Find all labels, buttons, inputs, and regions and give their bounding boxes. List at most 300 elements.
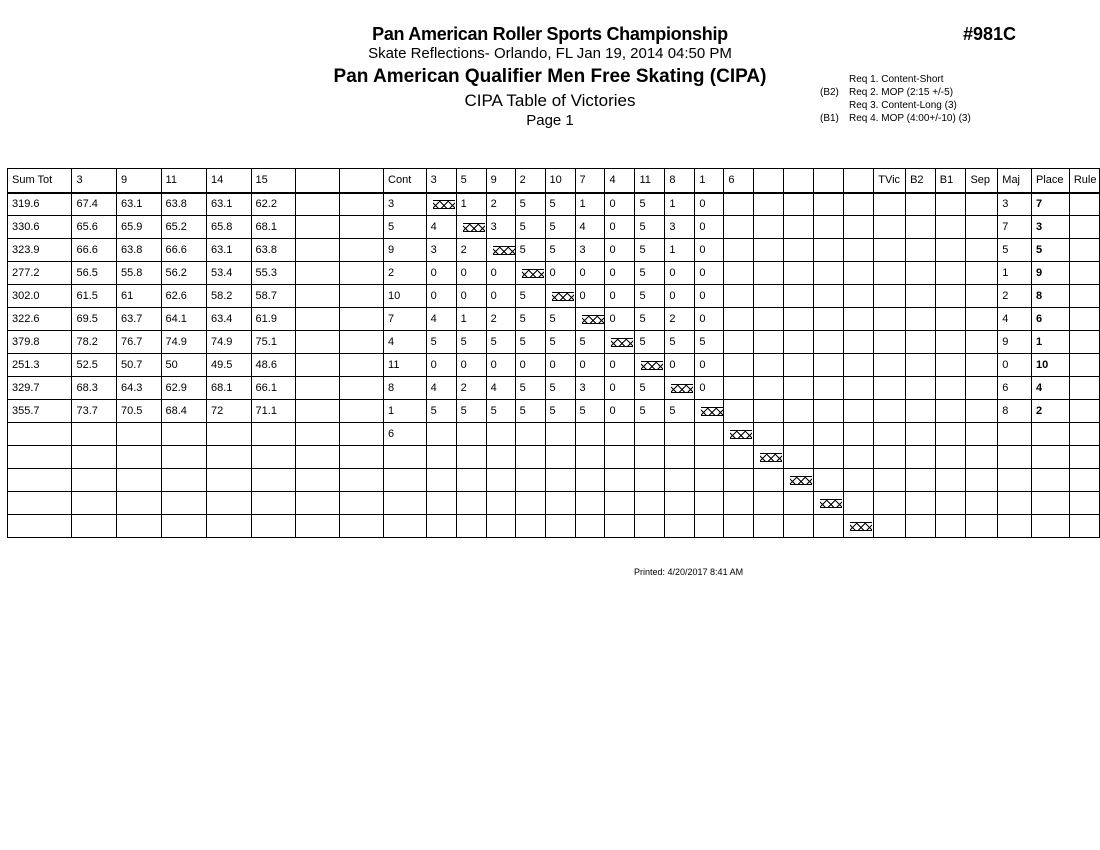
table-row — [8, 239, 1100, 262]
table-cell — [784, 308, 814, 331]
table-cell: 1 — [665, 239, 695, 262]
table-cell: 50 — [161, 354, 207, 377]
table-cell: 5 — [515, 331, 545, 354]
self-comparison-mark — [433, 200, 455, 209]
self-comparison-mark — [730, 430, 752, 439]
table-cell: 71.1 — [251, 400, 296, 423]
column-header: 9 — [486, 169, 515, 193]
table-cell: 1 — [665, 193, 695, 216]
table-cell: 329.7 — [8, 377, 72, 400]
table-cell — [935, 400, 966, 423]
table-cell — [605, 446, 635, 469]
table-cell — [874, 469, 906, 492]
table-cell: 56.5 — [72, 262, 117, 285]
table-cell — [724, 446, 754, 469]
table-cell: 0 — [605, 400, 635, 423]
table-cell — [935, 446, 966, 469]
table-cell — [72, 515, 117, 538]
table-cell — [784, 354, 814, 377]
requirement-text: Req 4. MOP (4:00+/-10) (3) — [849, 113, 971, 124]
column-header: Rule — [1069, 169, 1099, 193]
table-cell: 0 — [695, 193, 724, 216]
table-cell — [207, 492, 252, 515]
table-cell: 6 — [1031, 308, 1069, 331]
column-header: 6 — [724, 169, 754, 193]
diagonal-cell — [605, 331, 635, 354]
table-cell — [724, 331, 754, 354]
table-cell — [966, 400, 998, 423]
table-cell — [754, 239, 784, 262]
table-cell: 6 — [384, 423, 427, 446]
table-cell — [251, 492, 296, 515]
table-cell: 72 — [207, 400, 252, 423]
column-header: Sum Tot — [8, 169, 72, 193]
table-cell: 1 — [575, 193, 605, 216]
table-cell: 2 — [998, 285, 1032, 308]
table-cell — [724, 354, 754, 377]
table-cell — [251, 515, 296, 538]
column-header — [754, 169, 784, 193]
table-cell — [844, 377, 874, 400]
table-cell: 0 — [575, 285, 605, 308]
table-cell — [117, 423, 162, 446]
table-cell: 9 — [1031, 262, 1069, 285]
requirement-code: (B2) — [820, 87, 839, 98]
table-cell — [515, 515, 545, 538]
table-cell — [8, 515, 72, 538]
table-cell — [456, 492, 486, 515]
table-cell — [486, 492, 515, 515]
table-cell — [998, 469, 1032, 492]
column-header: 2 — [515, 169, 545, 193]
table-cell — [784, 239, 814, 262]
table-cell — [844, 193, 874, 216]
table-cell: 5 — [515, 216, 545, 239]
table-cell — [935, 262, 966, 285]
table-row — [8, 262, 1100, 285]
table-row — [8, 354, 1100, 377]
table-cell — [426, 492, 456, 515]
table-cell: 0 — [575, 262, 605, 285]
table-cell: 5 — [575, 331, 605, 354]
table-cell: 3 — [575, 377, 605, 400]
table-cell — [874, 308, 906, 331]
table-cell — [935, 423, 966, 446]
printed-timestamp: Printed: 4/20/2017 8:41 AM — [634, 567, 744, 577]
table-cell — [966, 446, 998, 469]
table-cell: 0 — [605, 354, 635, 377]
table-cell — [784, 262, 814, 285]
table-cell — [724, 262, 754, 285]
table-cell: 5 — [545, 377, 575, 400]
self-comparison-mark — [463, 223, 485, 232]
table-cell: 1 — [1031, 331, 1069, 354]
table-cell — [724, 239, 754, 262]
table-cell: 5 — [635, 216, 665, 239]
table-cell: 52.5 — [72, 354, 117, 377]
table-row — [8, 193, 1100, 216]
page-number: Page 1 — [526, 112, 574, 129]
victories-table — [7, 168, 1100, 538]
table-cell: 63.1 — [207, 239, 252, 262]
table-cell — [340, 308, 384, 331]
table-cell: 2 — [456, 239, 486, 262]
table-cell: 62.9 — [161, 377, 207, 400]
table-cell: 5 — [635, 331, 665, 354]
diagonal-cell — [635, 354, 665, 377]
table-cell — [1031, 515, 1069, 538]
table-cell — [874, 285, 906, 308]
column-header: 11 — [161, 169, 207, 193]
table-cell — [935, 354, 966, 377]
table-cell — [545, 515, 575, 538]
table-cell: 3 — [486, 216, 515, 239]
table-cell — [1069, 377, 1099, 400]
table-cell — [384, 492, 427, 515]
table-cell — [340, 193, 384, 216]
table-cell — [998, 446, 1032, 469]
table-cell — [575, 469, 605, 492]
table-cell — [1069, 285, 1099, 308]
table-cell — [426, 515, 456, 538]
table-cell — [754, 331, 784, 354]
table-cell — [456, 423, 486, 446]
table-cell — [635, 469, 665, 492]
table-cell — [161, 515, 207, 538]
table-cell: 11 — [384, 354, 427, 377]
table-cell — [665, 469, 695, 492]
table-cell — [426, 446, 456, 469]
table-cell — [754, 492, 784, 515]
report-subtitle: CIPA Table of Victories — [464, 91, 636, 110]
diagonal-cell — [545, 285, 575, 308]
table-cell — [1031, 446, 1069, 469]
table-cell: 323.9 — [8, 239, 72, 262]
table-cell — [784, 193, 814, 216]
column-header: 3 — [72, 169, 117, 193]
table-cell: 5 — [515, 285, 545, 308]
table-cell: 3 — [998, 193, 1032, 216]
table-cell — [844, 331, 874, 354]
table-cell: 4 — [426, 308, 456, 331]
table-cell — [296, 216, 340, 239]
table-cell: 330.6 — [8, 216, 72, 239]
table-cell — [966, 308, 998, 331]
table-cell: 5 — [486, 331, 515, 354]
table-cell — [906, 446, 936, 469]
column-header: 4 — [605, 169, 635, 193]
table-cell: 0 — [665, 354, 695, 377]
table-cell: 355.7 — [8, 400, 72, 423]
table-cell — [426, 469, 456, 492]
column-header: Cont — [384, 169, 427, 193]
table-cell — [1031, 492, 1069, 515]
table-cell: 68.4 — [161, 400, 207, 423]
table-cell — [874, 239, 906, 262]
table-cell — [874, 262, 906, 285]
table-cell — [695, 446, 724, 469]
column-header: 9 — [117, 169, 162, 193]
table-cell: 50.7 — [117, 354, 162, 377]
table-cell — [72, 492, 117, 515]
table-cell: 9 — [384, 239, 427, 262]
table-cell: 68.1 — [207, 377, 252, 400]
table-cell — [426, 423, 456, 446]
table-cell: 10 — [384, 285, 427, 308]
table-cell — [340, 285, 384, 308]
table-cell — [906, 377, 936, 400]
table-cell — [161, 469, 207, 492]
table-cell: 5 — [426, 400, 456, 423]
table-cell — [906, 400, 936, 423]
table-cell: 7 — [1031, 193, 1069, 216]
table-cell: 2 — [486, 308, 515, 331]
table-cell: 0 — [605, 262, 635, 285]
column-header: 7 — [575, 169, 605, 193]
table-cell: 3 — [665, 216, 695, 239]
table-cell — [814, 331, 844, 354]
table-cell — [635, 446, 665, 469]
table-cell — [754, 308, 784, 331]
table-cell — [935, 308, 966, 331]
table-cell — [724, 377, 754, 400]
diagonal-cell — [814, 492, 844, 515]
table-cell: 1 — [456, 308, 486, 331]
table-cell — [384, 446, 427, 469]
table-cell — [72, 423, 117, 446]
table-cell — [754, 515, 784, 538]
table-cell: 0 — [695, 285, 724, 308]
table-cell: 2 — [1031, 400, 1069, 423]
table-cell — [814, 400, 844, 423]
table-cell: 0 — [695, 377, 724, 400]
table-cell: 74.9 — [207, 331, 252, 354]
table-cell — [724, 216, 754, 239]
table-cell: 0 — [456, 354, 486, 377]
column-header: 5 — [456, 169, 486, 193]
table-row — [8, 446, 1100, 469]
table-cell — [1069, 446, 1099, 469]
column-header: 14 — [207, 169, 252, 193]
self-comparison-mark — [820, 499, 842, 508]
requirement-item — [820, 87, 953, 98]
table-cell: 4 — [1031, 377, 1069, 400]
table-cell — [251, 469, 296, 492]
table-cell — [296, 377, 340, 400]
table-cell — [906, 423, 936, 446]
table-cell — [340, 492, 384, 515]
table-cell: 5 — [635, 400, 665, 423]
requirement-text: Req 3. Content-Long (3) — [849, 100, 957, 111]
table-cell — [814, 193, 844, 216]
table-cell: 5 — [545, 331, 575, 354]
table-cell — [966, 469, 998, 492]
table-cell — [384, 469, 427, 492]
table-cell — [605, 469, 635, 492]
table-cell — [635, 423, 665, 446]
table-cell — [340, 400, 384, 423]
column-header: 11 — [635, 169, 665, 193]
table-cell — [998, 515, 1032, 538]
table-cell — [340, 377, 384, 400]
table-cell: 5 — [515, 377, 545, 400]
table-cell — [117, 492, 162, 515]
table-cell: 74.9 — [161, 331, 207, 354]
table-cell — [966, 377, 998, 400]
column-header: Maj — [998, 169, 1032, 193]
self-comparison-mark — [760, 453, 782, 462]
table-cell: 10 — [1031, 354, 1069, 377]
table-cell — [906, 239, 936, 262]
table-cell — [844, 262, 874, 285]
table-cell — [935, 377, 966, 400]
table-cell: 7 — [998, 216, 1032, 239]
table-cell — [784, 423, 814, 446]
table-cell — [784, 400, 814, 423]
table-cell — [575, 446, 605, 469]
requirement-text: Req 1. Content-Short — [849, 74, 944, 85]
table-cell — [8, 469, 72, 492]
table-cell — [906, 285, 936, 308]
table-cell — [784, 515, 814, 538]
table-cell: 5 — [545, 400, 575, 423]
table-cell — [161, 492, 207, 515]
table-row — [8, 377, 1100, 400]
diagonal-cell — [784, 469, 814, 492]
table-cell — [998, 423, 1032, 446]
table-header-row — [8, 169, 1100, 193]
table-cell — [545, 469, 575, 492]
self-comparison-mark — [552, 292, 574, 301]
table-cell — [207, 446, 252, 469]
table-cell — [814, 285, 844, 308]
table-cell — [814, 377, 844, 400]
table-cell — [724, 515, 754, 538]
table-row — [8, 331, 1100, 354]
table-cell: 61.5 — [72, 285, 117, 308]
table-cell: 0 — [605, 239, 635, 262]
table-cell — [844, 308, 874, 331]
table-row — [8, 308, 1100, 331]
table-row — [8, 515, 1100, 538]
table-cell: 5 — [545, 239, 575, 262]
table-cell — [844, 446, 874, 469]
table-row — [8, 492, 1100, 515]
table-cell: 0 — [695, 354, 724, 377]
table-cell — [966, 262, 998, 285]
table-cell — [72, 446, 117, 469]
table-cell — [695, 469, 724, 492]
self-comparison-mark — [850, 522, 872, 531]
table-cell — [456, 446, 486, 469]
table-cell — [935, 216, 966, 239]
table-cell — [456, 515, 486, 538]
table-cell — [724, 308, 754, 331]
table-cell — [545, 423, 575, 446]
table-cell: 0 — [605, 285, 635, 308]
table-cell: 65.9 — [117, 216, 162, 239]
table-cell: 5 — [545, 308, 575, 331]
table-cell: 0 — [515, 354, 545, 377]
table-cell — [784, 331, 814, 354]
diagonal-cell — [665, 377, 695, 400]
column-header: 3 — [426, 169, 456, 193]
venue-date: Skate Reflections- Orlando, FL Jan 19, 2014 04:50 PM — [368, 45, 732, 62]
table-cell: 0 — [575, 354, 605, 377]
table-cell — [754, 377, 784, 400]
column-header — [340, 169, 384, 193]
table-cell — [1069, 262, 1099, 285]
table-cell: 5 — [635, 262, 665, 285]
table-cell: 56.2 — [161, 262, 207, 285]
table-cell: 379.8 — [8, 331, 72, 354]
table-cell: 7 — [384, 308, 427, 331]
table-cell: 5 — [1031, 239, 1069, 262]
table-cell — [935, 515, 966, 538]
table-cell: 302.0 — [8, 285, 72, 308]
table-cell — [966, 216, 998, 239]
table-cell: 62.6 — [161, 285, 207, 308]
table-cell: 5 — [515, 400, 545, 423]
table-cell: 277.2 — [8, 262, 72, 285]
table-cell — [8, 446, 72, 469]
table-cell: 2 — [384, 262, 427, 285]
table-cell: 0 — [426, 262, 456, 285]
table-cell — [1069, 354, 1099, 377]
table-cell — [117, 446, 162, 469]
table-cell — [1031, 423, 1069, 446]
table-cell — [935, 193, 966, 216]
table-cell — [874, 377, 906, 400]
table-cell — [814, 262, 844, 285]
table-cell: 64.1 — [161, 308, 207, 331]
table-cell: 55.8 — [117, 262, 162, 285]
table-cell — [754, 193, 784, 216]
table-cell — [515, 469, 545, 492]
table-cell — [935, 331, 966, 354]
requirement-item — [820, 113, 971, 124]
table-cell — [695, 492, 724, 515]
table-cell — [1031, 469, 1069, 492]
self-comparison-mark — [641, 361, 663, 370]
table-cell — [515, 446, 545, 469]
table-cell: 67.4 — [72, 193, 117, 216]
table-cell — [966, 423, 998, 446]
table-cell — [545, 446, 575, 469]
table-cell: 58.7 — [251, 285, 296, 308]
table-cell — [754, 423, 784, 446]
table-cell — [814, 446, 844, 469]
table-cell — [296, 492, 340, 515]
table-cell — [754, 216, 784, 239]
table-cell — [340, 239, 384, 262]
table-cell — [486, 469, 515, 492]
table-cell: 4 — [486, 377, 515, 400]
table-cell: 0 — [605, 216, 635, 239]
table-cell: 5 — [665, 331, 695, 354]
self-comparison-mark — [522, 269, 544, 278]
table-cell — [724, 285, 754, 308]
table-cell — [515, 492, 545, 515]
table-cell — [814, 469, 844, 492]
self-comparison-mark — [611, 338, 633, 347]
table-cell: 5 — [635, 377, 665, 400]
table-cell — [575, 423, 605, 446]
table-cell — [966, 354, 998, 377]
table-cell — [605, 423, 635, 446]
table-cell: 4 — [575, 216, 605, 239]
table-cell — [814, 354, 844, 377]
